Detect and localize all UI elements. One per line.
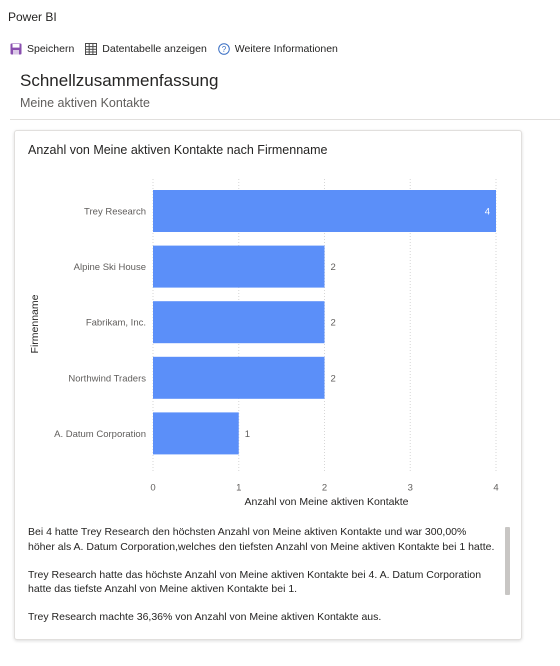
summary-paragraph: Bei 4 hatte Trey Research den höchsten Anzahl von Meine aktiven Kontakte und war 300,00% höher als A. Datum Corporation,welches den tiefsten Anzahl von Meine aktiven Kontakte bei 1 hatte. (28, 526, 495, 553)
bar (153, 190, 496, 232)
save-label: Speichern (27, 43, 75, 55)
more-info-button[interactable] (218, 43, 338, 55)
svg-text:?: ? (221, 45, 227, 54)
data-label: 2 (330, 262, 336, 274)
y-axis-title: Firmenname (29, 294, 41, 354)
bar-chart (15, 131, 521, 516)
y-tick-label: Fabrikam, Inc. (85, 317, 146, 329)
y-tick-label: A. Datum Corporation (54, 428, 146, 440)
page-subtitle: Meine aktiven Kontakte (20, 96, 150, 110)
x-tick-label: 3 (407, 482, 413, 494)
save-button[interactable] (10, 43, 74, 55)
data-label: 4 (484, 206, 490, 218)
summary-paragraph: Trey Research hatte das höchste Anzahl von Meine aktiven Kontakte bei 4. A. Datum Corporation hatte das tiefste Anzahl von Meine aktiven Kontakte bei 1. (28, 568, 482, 595)
y-tick-label: Northwind Traders (68, 373, 146, 385)
y-tick-label: Trey Research (84, 206, 146, 218)
header-divider (10, 119, 560, 120)
data-label: 2 (330, 317, 336, 329)
show-datatable-button[interactable] (85, 43, 207, 55)
help-icon (218, 43, 230, 55)
bar (153, 246, 325, 288)
page-title: Schnellzusammenfassung (20, 71, 219, 90)
more-info-label: Weitere Informationen (234, 43, 338, 55)
x-tick-label: 4 (493, 482, 499, 494)
data-label: 2 (330, 373, 336, 385)
bar (153, 412, 239, 454)
summary-text (28, 525, 496, 638)
bar (153, 301, 325, 343)
summary-scrollbar[interactable] (505, 527, 510, 595)
x-tick-label: 2 (321, 482, 328, 494)
toolbar (10, 40, 349, 58)
x-tick-label: 1 (236, 482, 242, 494)
save-icon (10, 43, 22, 55)
table-icon (85, 43, 97, 55)
quick-summary-card (14, 130, 522, 640)
show-datatable-label: Datentabelle anzeigen (102, 43, 207, 55)
chart-title: Anzahl von Meine aktiven Kontakte nach Firmenname (28, 143, 328, 157)
data-label: 1 (244, 428, 251, 440)
y-tick-label: Alpine Ski House (73, 262, 146, 274)
app-title: Power BI (8, 10, 57, 24)
summary-paragraph: Trey Research machte 36,36% von Anzahl von Meine aktiven Kontakte aus. (28, 611, 382, 623)
x-axis-title: Anzahl von Meine aktiven Kontakte (244, 496, 409, 508)
x-tick-label: 0 (150, 482, 156, 494)
bar (153, 357, 325, 399)
